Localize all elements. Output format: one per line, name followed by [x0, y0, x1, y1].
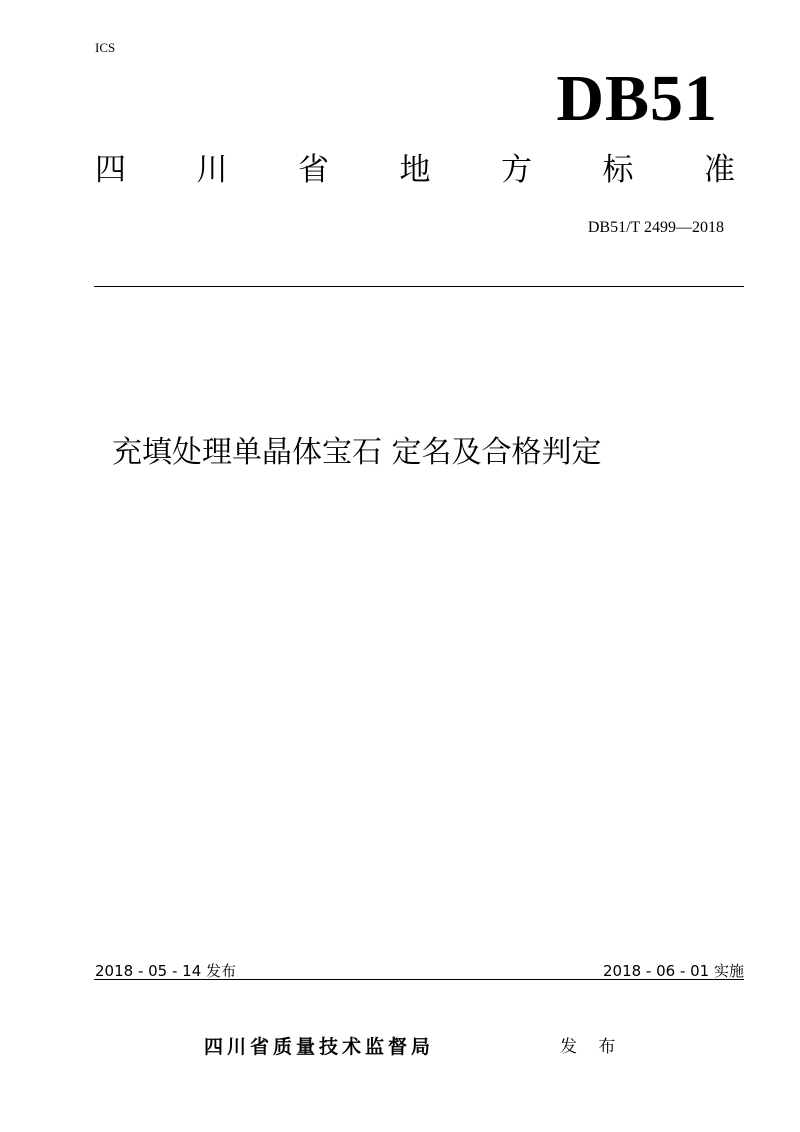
standard-type-char: 地 [399, 152, 431, 188]
standard-type-char: 四 [95, 152, 126, 188]
header-divider [94, 286, 744, 287]
document-title: 充填处理单晶体宝石 定名及合格判定 [112, 435, 602, 470]
footer-divider [94, 979, 744, 980]
standard-type-char: 方 [501, 152, 532, 188]
standard-type [95, 152, 735, 189]
standard-code: DB51 [556, 62, 718, 135]
standard-type-char: 省 [298, 152, 329, 188]
release-date: 2018 - 05 - 14 发布 [95, 962, 237, 980]
standard-type-char: 准 [704, 152, 735, 188]
standard-type-char: 标 [602, 152, 634, 188]
ics-label: ICS [95, 40, 116, 55]
standard-type-char: 川 [196, 152, 228, 188]
issuer: 四川省质量技术监督局 [204, 1036, 435, 1058]
standard-number: DB51/T 2499—2018 [587, 219, 724, 236]
effective-date: 2018 - 06 - 01 实施 [602, 962, 744, 980]
issue-label: 发 布 [560, 1037, 624, 1057]
